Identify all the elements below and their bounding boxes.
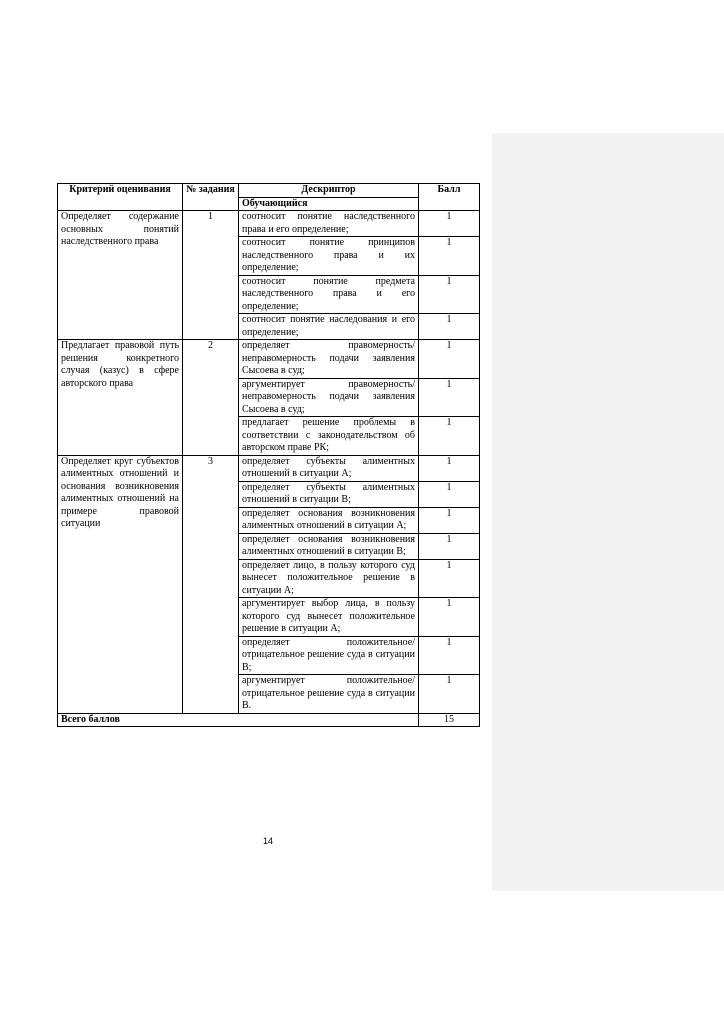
score-cell: 1 xyxy=(419,211,480,237)
score-cell: 1 xyxy=(419,533,480,559)
descriptor-cell: аргументирует правомерность/неправомерность подачи заявления Сысоева в суд; xyxy=(239,378,419,417)
header-learner: Обучающийся xyxy=(239,197,419,211)
task-number-cell: 3 xyxy=(183,455,239,713)
header-task-number: № задания xyxy=(183,184,239,211)
table-row xyxy=(58,340,480,379)
descriptor-cell: соотносит понятие принципов наследственного права и их определение; xyxy=(239,237,419,276)
criterion-cell: Предлагает правовой путь решения конкретного случая (казус) в сфере авторского права xyxy=(58,340,183,456)
score-cell: 1 xyxy=(419,636,480,675)
table-row xyxy=(58,455,480,481)
score-cell: 1 xyxy=(419,417,480,456)
descriptor-cell: аргументирует выбор лица, в пользу которого суд вынесет положительное решение в ситуации А; xyxy=(239,598,419,637)
score-cell: 1 xyxy=(419,275,480,314)
table-row xyxy=(58,211,480,237)
assessment-rubric-table xyxy=(57,183,480,727)
score-cell: 1 xyxy=(419,455,480,481)
task-number-cell: 2 xyxy=(183,340,239,456)
header-criterion: Критерий оценивания xyxy=(58,184,183,211)
criterion-cell: Определяет содержание основных понятий наследственного права xyxy=(58,211,183,340)
header-row xyxy=(58,184,480,198)
score-cell: 1 xyxy=(419,559,480,598)
descriptor-cell: определяет основания возникновения алиментных отношений в ситуации А; xyxy=(239,507,419,533)
score-cell: 1 xyxy=(419,314,480,340)
header-descriptor: Дескриптор xyxy=(239,184,419,198)
total-row xyxy=(58,713,480,727)
descriptor-cell: определяет положительное/отрицательное решение суда в ситуации В; xyxy=(239,636,419,675)
descriptor-cell: соотносит понятие наследственного права и его определение; xyxy=(239,211,419,237)
score-cell: 1 xyxy=(419,675,480,714)
descriptor-cell: соотносит понятие предмета наследственного права и его определение; xyxy=(239,275,419,314)
descriptor-cell: предлагает решение проблемы в соответствии с законодательством об авторском праве РК; xyxy=(239,417,419,456)
criterion-cell: Определяет круг субъектов алиментных отношений и основания возникновения алиментных отношений на примере правовой ситуации xyxy=(58,455,183,713)
score-cell: 1 xyxy=(419,378,480,417)
descriptor-cell: соотносит понятие наследования и его определение; xyxy=(239,314,419,340)
descriptor-cell: аргументирует положительное/отрицательное решение суда в ситуации В. xyxy=(239,675,419,714)
total-value: 15 xyxy=(419,713,480,727)
task-number-cell: 1 xyxy=(183,211,239,340)
score-cell: 1 xyxy=(419,340,480,379)
descriptor-cell: определяет правомерность/неправомерность подачи заявления Сысоева в суд; xyxy=(239,340,419,379)
descriptor-cell: определяет лицо, в пользу которого суд вынесет положительное решение в ситуации А; xyxy=(239,559,419,598)
descriptor-cell: определяет субъекты алиментных отношений в ситуации В; xyxy=(239,481,419,507)
comment-pane xyxy=(492,133,724,891)
page-number: 14 xyxy=(262,836,273,846)
score-cell: 1 xyxy=(419,481,480,507)
score-cell: 1 xyxy=(419,237,480,276)
score-cell: 1 xyxy=(419,598,480,637)
descriptor-cell: определяет основания возникновения алиментных отношений в ситуации В; xyxy=(239,533,419,559)
score-cell: 1 xyxy=(419,507,480,533)
total-label: Всего баллов xyxy=(58,713,419,727)
descriptor-cell: определяет субъекты алиментных отношений в ситуации А; xyxy=(239,455,419,481)
header-score: Балл xyxy=(419,184,480,211)
